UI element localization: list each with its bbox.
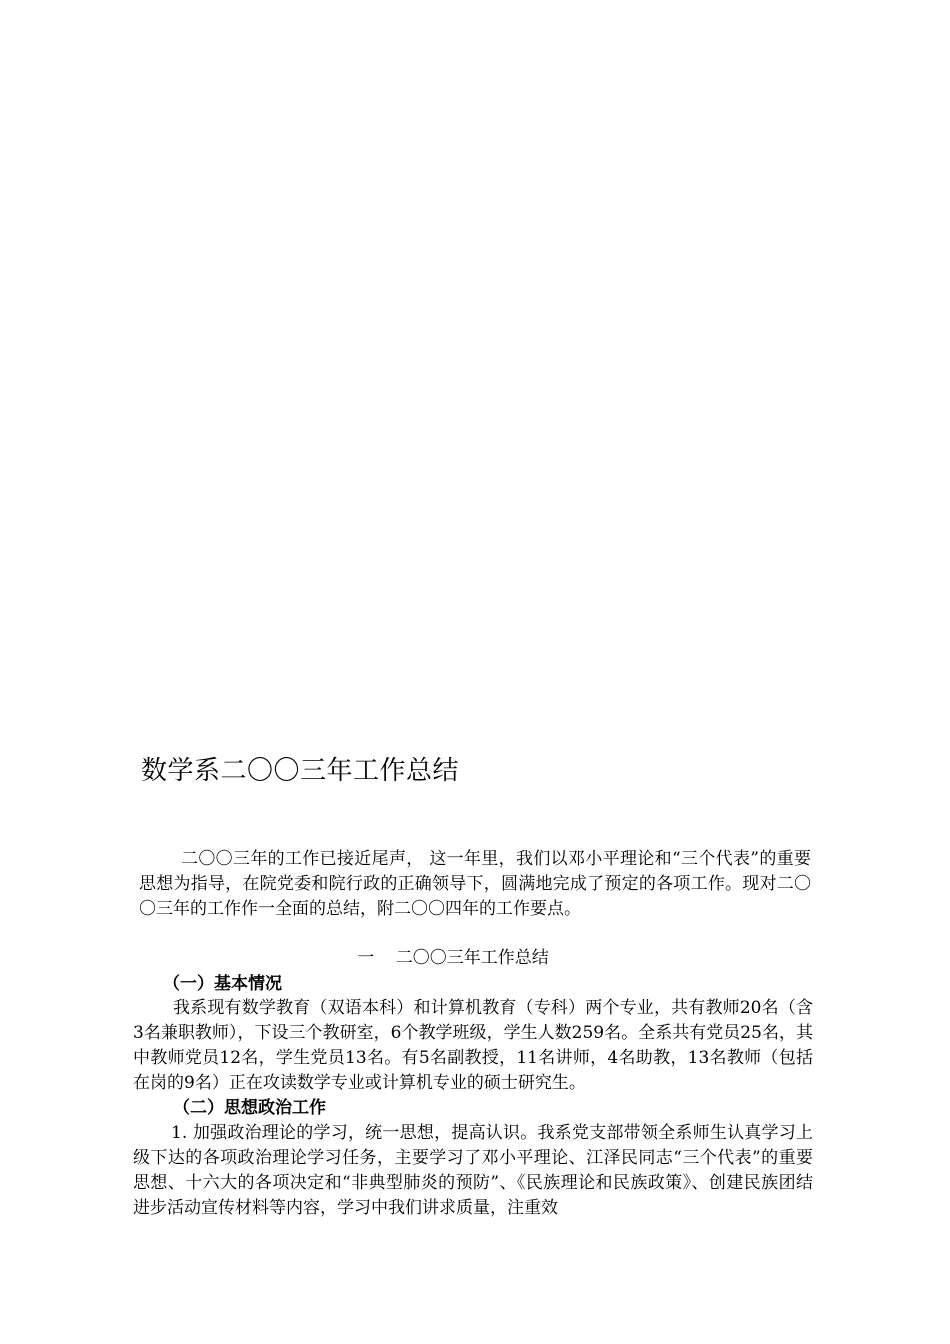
document-title: 数学系二〇〇三年工作总结 [141,756,460,786]
intro-paragraph: 二〇〇三年的工作已接近尾声， 这一年里，我们以邓小平理论和“三个代表”的重要思想为指导，在院党委和院行政的正确领导下，圆满地完成了预定的各项工作。现对二〇〇三年的工作作一全面的总结，附二〇〇四年的工作要点。 [139,849,811,919]
basic-info-paragraph: 我系现有数学教育（双语本科）和计算机教育（专科）两个专业，共有教师20名（含3名兼职教师），下设三个教研室，6个教学班级，学生人数259名。全系共有党员25名，其中教师党员12名，学生党员13名。有5名副教授，11名讲师，4名助教，13名教师（包括在岗的9名）正在攻读数学专业或计算机专业的硕士研究生。 [133,998,813,1093]
subsection-heading-political: （二）思想政治工作 [173,1098,326,1118]
subsection-heading-basic: （一）基本情况 [163,974,282,994]
section-heading: 一 二〇〇三年工作总结 [357,948,549,968]
political-work-paragraph: 1. 加强政治理论的学习，统一思想，提高认识。我系党支部带领全系师生认真学习上级下达的各项政治理论学习任务，主要学习了邓小平理论、江泽民同志“三个代表”的重要思想、十六大的各项决定和“非典型肺炎的预防”、《民族理论和民族政策》、创建民族团结进步活动宣传材料等内容，学习中我们讲求质量，注重效 [133,1123,813,1218]
